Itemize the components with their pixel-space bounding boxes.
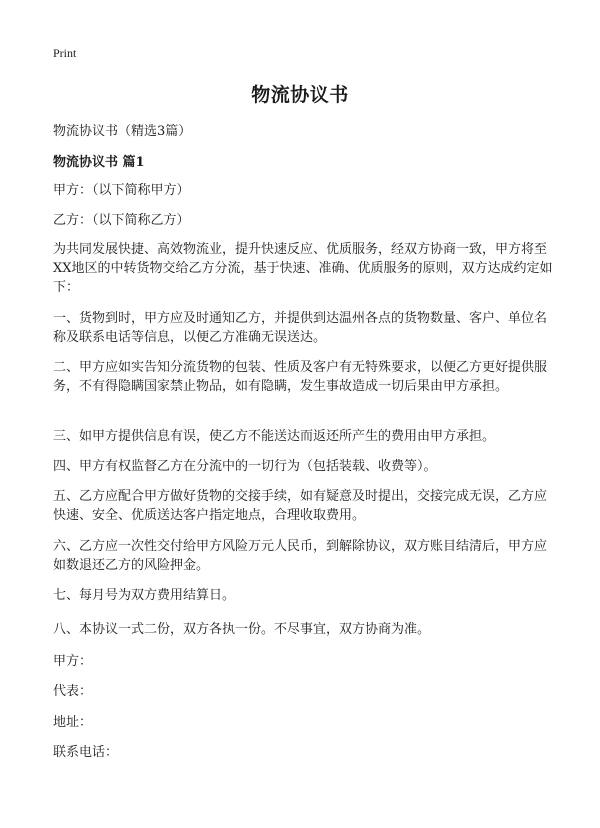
signature-representative: 代表： (53, 684, 93, 699)
clause-8: 八、本协议一式二份，双方各执一份。不尽事宜，双方协商为准。 (53, 622, 431, 637)
party-b-line: 乙方：（以下简称乙方） (53, 213, 190, 228)
signature-address: 地址： (53, 715, 93, 730)
party-a-line: 甲方：（以下简称甲方） (53, 183, 190, 198)
clause-2: 二、甲方应如实告知分流货物的包装、性质及客户有无特殊要求，以便乙方更好提供服务，不有得隐瞒国家禁止物品，如有隐瞒，发生事故造成一切后果由甲方承担。 (53, 360, 548, 394)
clause-1: 一、货物到时，甲方应及时通知乙方，并提供到达温州各点的货物数量、客户、单位名称及联系电话等信息，以便乙方准确无误送达。 (53, 311, 548, 345)
clause-4: 四、甲方有权监督乙方在分流中的一切行为（包括装载、收费等）。 (53, 459, 437, 474)
clause-6: 六、乙方应一次性交付给甲方风险万元人民币，到解除协议，双方账目结清后，甲方应如数退还乙方的风险押金。 (53, 539, 548, 573)
document-title: 物流协议书 (251, 84, 349, 106)
clause-5: 五、乙方应配合甲方做好货物的交接手续，如有疑意及时提出，交接完成无误，乙方应快速、安全、优质送达客户指定地点，合理收取费用。 (53, 489, 548, 523)
intro-paragraph: 为共同发展快捷、高效物流业，提升快速反应、优质服务，经双方协商一致，甲方将至XX地区的中转货物交给乙方分流，基于快速、准确、优质服务的原则，双方达成约定如下： (53, 242, 553, 295)
print-label: Print (53, 46, 77, 60)
section-heading: 物流协议书 篇1 (53, 155, 145, 170)
clause-7: 七、每月号为双方费用结算日。 (53, 588, 236, 603)
signature-party-a: 甲方： (53, 654, 93, 669)
signature-phone: 联系电话： (53, 745, 119, 760)
clause-3: 三、如甲方提供信息有误，使乙方不能送达而返还所产生的费用由甲方承担。 (53, 429, 496, 444)
document-subtitle: 物流协议书（精选3篇） (53, 124, 192, 139)
